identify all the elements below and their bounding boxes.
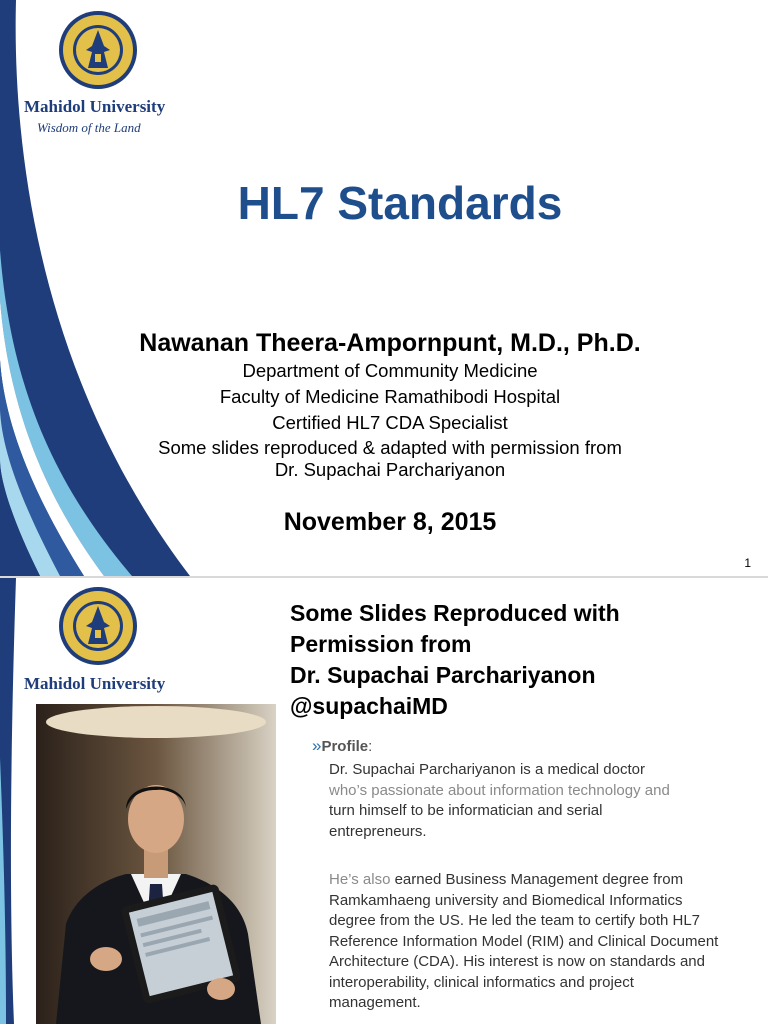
affiliation-line: Some slides reproduced & adapted with permission from [158, 437, 622, 458]
title-line: Dr. Supachai Parchariyanon [290, 662, 596, 688]
university-seal-logo [58, 586, 138, 666]
para2-rest: earned Business Management degree from Ramkamhaeng university and Biomedical Informatics degree from the US. He led the team to certify both HL7 Reference Information Model (RIM) and Clinical Document Architecture (CDA). His interest is now on standards and interoperability, clinical informatics and project management. [329, 871, 719, 1011]
affiliation-line: Faculty of Medicine Ramathibodi Hospital [219, 386, 561, 407]
slide-2 [0, 578, 768, 1024]
page-number: 1 [744, 556, 751, 570]
double-chevron-icon: » [312, 736, 322, 755]
affiliation-line: Certified HL7 CDA Specialist [272, 412, 508, 433]
slide-title: HL7 Standards [237, 177, 563, 229]
profile-heading [312, 736, 372, 756]
profile-label: Profile [321, 738, 369, 755]
title-line: Permission from [290, 631, 472, 657]
university-name: Mahidol University [24, 97, 166, 116]
title-line: @supachaiMD [290, 693, 448, 719]
profile-paragraph-1 [329, 760, 749, 842]
title-line: Some Slides Reproduced with [290, 600, 620, 626]
para1-gray-text: who’s passionate about information technology and [329, 781, 670, 799]
presentation-date: November 8, 2015 [283, 508, 497, 536]
affiliation-line: Department of Community Medicine [242, 360, 538, 381]
affiliation-line: Dr. Supachai Parchariyanon [274, 459, 506, 480]
slide-title [290, 598, 620, 722]
blue-swoosh-decoration [0, 578, 40, 1024]
university-name: Mahidol University [24, 674, 166, 693]
university-motto: Wisdom of the Land [37, 120, 141, 135]
doctor-photo [36, 704, 276, 1024]
profile-colon: : [368, 738, 373, 755]
profile-paragraph-2 [329, 870, 729, 1014]
author-name: Nawanan Theera-Ampornpunt, M.D., Ph.D. [139, 329, 641, 357]
para1-line1: Dr. Supachai Parchariyanon is a medical doctor [329, 761, 645, 778]
university-seal-logo [58, 10, 138, 90]
para2-gray-text: He’s also [329, 871, 391, 888]
para1-rest: turn himself to be informatician and serial entrepreneurs. [329, 802, 603, 840]
